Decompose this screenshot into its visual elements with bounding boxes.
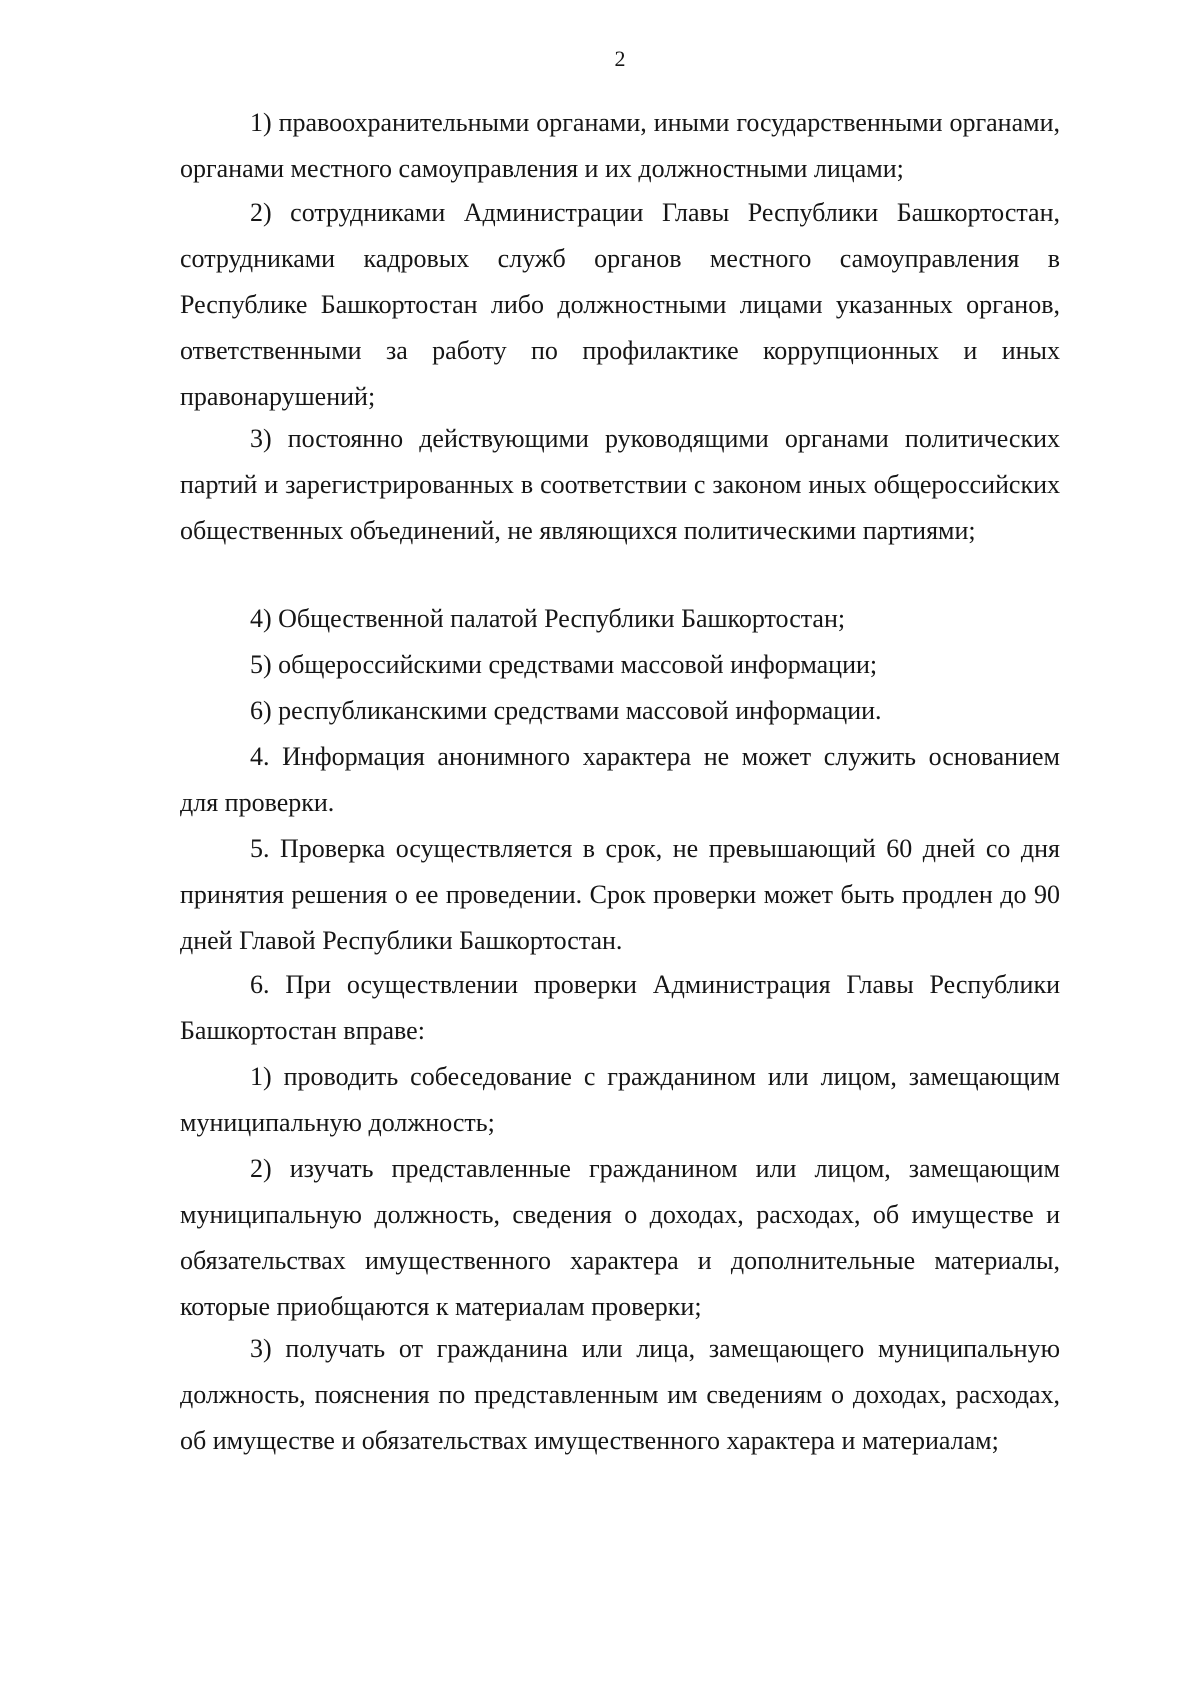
paragraph-political-parties: 3) постоянно действующими руководящими органами политических партий и зарегистрированных в соответствии с законом иных общероссийских общественных объединений, не являющихся политическими партиями; (180, 424, 1060, 545)
paragraph-inspection-term: 5. Проверка осуществляется в срок, не превышающий 60 дней со дня принятия решения о ее проведении. Срок проверки может быть продлен до 90 дней Главой Республики Башкортостан. (180, 834, 1060, 955)
paragraph-republic-media: 6) республиканскими средствами массовой информации. (250, 696, 882, 725)
paragraph-law-enforcement: 1) правоохранительными органами, иными государственными органами, органами местного самоуправления и их должностными лицами; (180, 108, 1060, 183)
paragraph-public-chamber: 4) Общественной палатой Республики Башкортостан; (250, 604, 846, 633)
paragraph-administration-staff: 2) сотрудниками Администрации Главы Республики Башкортостан, сотрудниками кадровых служб органов местного самоуправления в Республике Башкортостан либо должностными лицами указанных органов, ответственными за работу по профилактике коррупционных и иных правонарушений; (180, 198, 1060, 411)
paragraph-anonymous-info: 4. Информация анонимного характера не может служить основанием для проверки. (180, 742, 1060, 817)
paragraph-explanations: 3) получать от гражданина или лица, замещающего муниципальную должность, пояснения по представленным им сведениям о доходах, расходах, об имуществе и обязательствах имущественного характера и материалам; (180, 1334, 1060, 1455)
paragraph-interview: 1) проводить собеседование с гражданином или лицом, замещающим муниципальную должность; (180, 1062, 1060, 1137)
paragraph-study-documents: 2) изучать представленные гражданином или лицом, замещающим муниципальную должность, сведения о доходах, расходах, об имуществе и обязательствах имущественного характера и дополнительные материалы, которые приобщаются к материалам проверки; (180, 1154, 1060, 1321)
page-number: 2 (614, 46, 626, 71)
paragraph-federal-media: 5) общероссийскими средствами массовой информации; (250, 650, 878, 679)
paragraph-administration-rights: 6. При осуществлении проверки Администрация Главы Республики Башкортостан вправе: (180, 970, 1060, 1045)
